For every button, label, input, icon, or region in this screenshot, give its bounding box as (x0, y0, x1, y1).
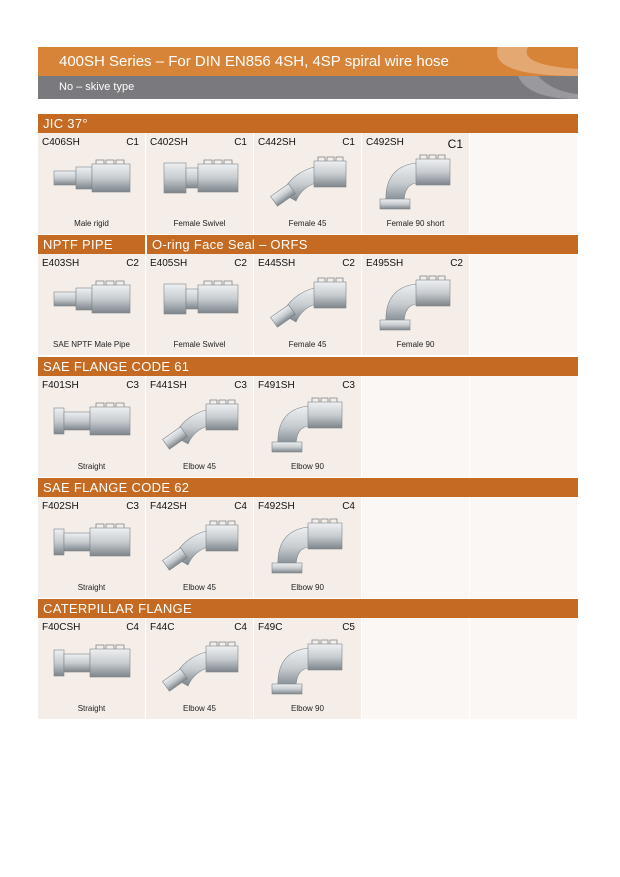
fitting-grade: C5 (342, 622, 355, 633)
swoosh-decoration-lower (458, 76, 578, 99)
section-header-bar (38, 599, 578, 618)
series-header (38, 47, 578, 99)
fitting-caption: Straight (77, 583, 106, 592)
fitting-grade: C4 (234, 622, 247, 633)
section-header-bar (38, 235, 578, 254)
fitting-card (38, 133, 146, 234)
fitting-card (254, 254, 362, 355)
fitting-caption: Straight (77, 462, 106, 471)
elbow45-fitting-image (160, 396, 240, 459)
section-2 (38, 235, 578, 355)
elbow45-fitting-image (160, 638, 240, 701)
fitting-caption: Male rigid (74, 219, 109, 228)
elbow90-fitting-image (376, 274, 456, 337)
straight-swivel-fitting-image (160, 274, 240, 337)
section-header-bar (38, 357, 578, 376)
fitting-card (38, 376, 146, 477)
fitting-caption: Female 45 (288, 340, 327, 349)
section-label: NPTF PIPE (43, 237, 113, 252)
fitting-caption: Female Swivel (173, 219, 226, 228)
section-header-bar (38, 114, 578, 133)
fitting-caption: Elbow 90 (291, 583, 324, 592)
elbow90-fitting-image (268, 517, 348, 580)
empty-card (470, 618, 578, 719)
section-1 (38, 114, 578, 234)
fitting-row (38, 254, 578, 355)
fitting-card (38, 254, 146, 355)
section-label: O-ring Face Seal – ORFS (145, 235, 578, 254)
section-5 (38, 599, 578, 719)
fitting-caption: Female Swivel (173, 340, 226, 349)
fitting-code: C492SH (366, 137, 404, 148)
fitting-card (254, 497, 362, 598)
fitting-code: C402SH (150, 137, 188, 148)
section-header-bar (38, 478, 578, 497)
section-label: JIC 37° (43, 116, 88, 131)
straight-male-fitting-image (52, 274, 132, 337)
fitting-code: F40CSH (42, 622, 81, 633)
fitting-caption: Elbow 45 (183, 704, 216, 713)
fitting-grade: C4 (234, 501, 247, 512)
fitting-code: C406SH (42, 137, 80, 148)
fitting-code: C442SH (258, 137, 296, 148)
fitting-grade: C1 (342, 137, 355, 148)
fitting-row (38, 376, 578, 477)
fitting-code: E403SH (42, 258, 80, 269)
fitting-row (38, 618, 578, 719)
fitting-grade: C1 (447, 137, 463, 151)
fitting-card (362, 133, 470, 234)
empty-card (470, 497, 578, 598)
elbow45-fitting-image (268, 153, 348, 216)
series-title-bar (38, 47, 578, 76)
fitting-code: F442SH (150, 501, 187, 512)
empty-card (470, 254, 578, 355)
series-subtitle: No – skive type (59, 81, 135, 93)
section-3 (38, 357, 578, 477)
fitting-grade: C1 (126, 137, 139, 148)
fitting-code: F44C (150, 622, 175, 633)
fitting-code: E495SH (366, 258, 404, 269)
fitting-grade: C3 (342, 380, 355, 391)
fitting-card (146, 376, 254, 477)
series-subtitle-bar (38, 76, 578, 99)
empty-card (470, 376, 578, 477)
fitting-caption: Female 90 short (386, 219, 445, 228)
straight-flange-fitting-image (52, 638, 132, 701)
fitting-card (146, 497, 254, 598)
elbow90-fitting-image (268, 396, 348, 459)
fitting-card (146, 618, 254, 719)
fitting-grade: C3 (234, 380, 247, 391)
empty-card (470, 133, 578, 234)
straight-flange-fitting-image (52, 517, 132, 580)
elbow45-fitting-image (160, 517, 240, 580)
series-title: 400SH Series – For DIN EN856 4SH, 4SP spiral wire hose (59, 53, 449, 70)
fitting-caption: Female 90 (396, 340, 435, 349)
elbow45-fitting-image (268, 274, 348, 337)
fitting-grade: C3 (126, 380, 139, 391)
fitting-grade: C2 (234, 258, 247, 269)
elbow90-fitting-image (268, 638, 348, 701)
elbow90-fitting-image (376, 153, 456, 216)
fitting-caption: Elbow 90 (291, 462, 324, 471)
empty-card (362, 618, 470, 719)
fitting-row (38, 133, 578, 234)
fitting-row (38, 497, 578, 598)
fitting-card (146, 254, 254, 355)
fitting-code: E445SH (258, 258, 296, 269)
fitting-card (38, 497, 146, 598)
fitting-card (254, 618, 362, 719)
straight-male-fitting-image (52, 153, 132, 216)
straight-flange-fitting-image (52, 396, 132, 459)
fitting-code: F492SH (258, 501, 295, 512)
fitting-caption: Elbow 45 (183, 462, 216, 471)
fitting-card (362, 254, 470, 355)
section-label: SAE FLANGE CODE 61 (43, 359, 190, 374)
fitting-grade: C3 (126, 501, 139, 512)
fitting-code: F441SH (150, 380, 187, 391)
swoosh-decoration (458, 47, 578, 76)
section-label: CATERPILLAR FLANGE (43, 601, 192, 616)
fitting-grade: C2 (342, 258, 355, 269)
fitting-caption: Straight (77, 704, 106, 713)
fitting-grade: C1 (234, 137, 247, 148)
fitting-caption: SAE NPTF Male Pipe (53, 340, 130, 349)
fitting-code: E405SH (150, 258, 188, 269)
section-label: SAE FLANGE CODE 62 (43, 480, 190, 495)
empty-card (362, 497, 470, 598)
fitting-caption: Elbow 45 (183, 583, 216, 592)
straight-swivel-fitting-image (160, 153, 240, 216)
fitting-caption: Elbow 90 (291, 704, 324, 713)
fitting-card (254, 133, 362, 234)
fitting-grade: C2 (126, 258, 139, 269)
fitting-grade: C2 (450, 258, 463, 269)
fitting-card (146, 133, 254, 234)
fitting-grade: C4 (342, 501, 355, 512)
empty-card (362, 376, 470, 477)
fitting-card (38, 618, 146, 719)
fitting-code: F401SH (42, 380, 79, 391)
fitting-grade: C4 (126, 622, 139, 633)
fitting-code: F402SH (42, 501, 79, 512)
fitting-code: F491SH (258, 380, 295, 391)
section-4 (38, 478, 578, 598)
fitting-card (254, 376, 362, 477)
fitting-caption: Female 45 (288, 219, 327, 228)
fitting-code: F49C (258, 622, 283, 633)
